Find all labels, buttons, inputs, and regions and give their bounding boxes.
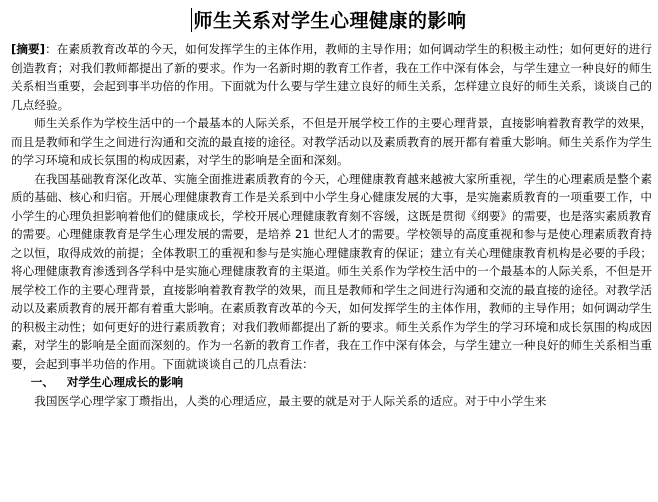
section-title: 对学生心理成长的影响 xyxy=(66,375,184,389)
document-body xyxy=(11,40,652,410)
text-cursor xyxy=(191,8,192,32)
abstract-label: [摘要] xyxy=(11,42,46,56)
body-paragraph-1: 师生关系作为学校生活中的一个最基本的人际关系，不但是开展学校工作的主要心理背景，直接影响着教育教学的效果，而且是教师和学生之间进行沟通和交流的最直接的途径。对教学活动以及素质教育的展开都有着重大影响。师生关系作为学生的学习环境和成长氛围的构成因素，对学生的影响是全面和深刻。 xyxy=(11,116,652,167)
body-paragraph-3: 我国医学心理学家丁瓒指出，人类的心理适应，最主要的就是对于人际关系的适应。对于中小学生来 xyxy=(34,393,547,408)
abstract-paragraph xyxy=(11,40,652,114)
section-number: 一、 xyxy=(30,375,55,389)
title-row xyxy=(0,6,658,33)
body-paragraph-2: 在我国基础教育深化改革、实施全面推进素质教育的今天，心理健康教育越来越被大家所重视，学生的心理素质是整个素质的基础、核心和归宿。开展心理健康教育工作是关系到中小学生身心健康发展的大事，是实施素质教育的一项重要工作，中小学生的心理负担影响着他们的健康成长，学校开展心理健康教育刻不容缓，这既是贯彻《纲要》的需要，也是落实素质教育的需要。心理健康教育是学生心理发展的需要，是培养 21 世纪人才的需要。学校领导的高度重视和参与是使心理素质教育持之以恒，取得成效的前提；全体教职工的重视和参与是实施心理健康教育的保证；建立有关心理健康教育机构是必要的手段；将心理健康教育渗透到各学科中是实施心理健康教育的主渠道。师生关系作为学校生活中的一个最基本的人际关系，不但是开展学校工作的主要心理背景，直接影响着教育教学的效果，而且是教师和学生之间进行沟通和交流的最直接的途径。对教学活动以及素质教育的展开都有着重大影响。在素质教育改革的今天，如何发挥学生的主体作用，教师的主导作用；如何调动学生的积极主动性；如何更好的进行素质教育；对我们教师都提出了新的要求。师生关系作为学生的学习环境和成长氛围的构成因素，对学生的影响是全面而深刻的。作为一名新的教育工作者，我在工作中深有体会，与学生建立一种良好的师生关系相当重要，会起到事半功倍的作用。下面就谈谈自己的几点看法： xyxy=(11,171,652,371)
document-title: 师生关系对学生心理健康的影响 xyxy=(193,10,467,32)
abstract-text: ：在素质教育改革的今天，如何发挥学生的主体作用，教师的主导作用；如何调动学生的积极主动性；如何更好的进行创造教育；对我们教师都提出了新的要求。作为一名新时期的教育工作者，我在工作中深有体会，与学生建立一种良好的师生关系相当重要，会起到事半功倍的作用。下面就为什么要与学生建立良好的师生关系，怎样建立良好的师生关系，谈谈自己的几点经验。 xyxy=(11,42,652,112)
section-heading-1 xyxy=(11,373,652,392)
